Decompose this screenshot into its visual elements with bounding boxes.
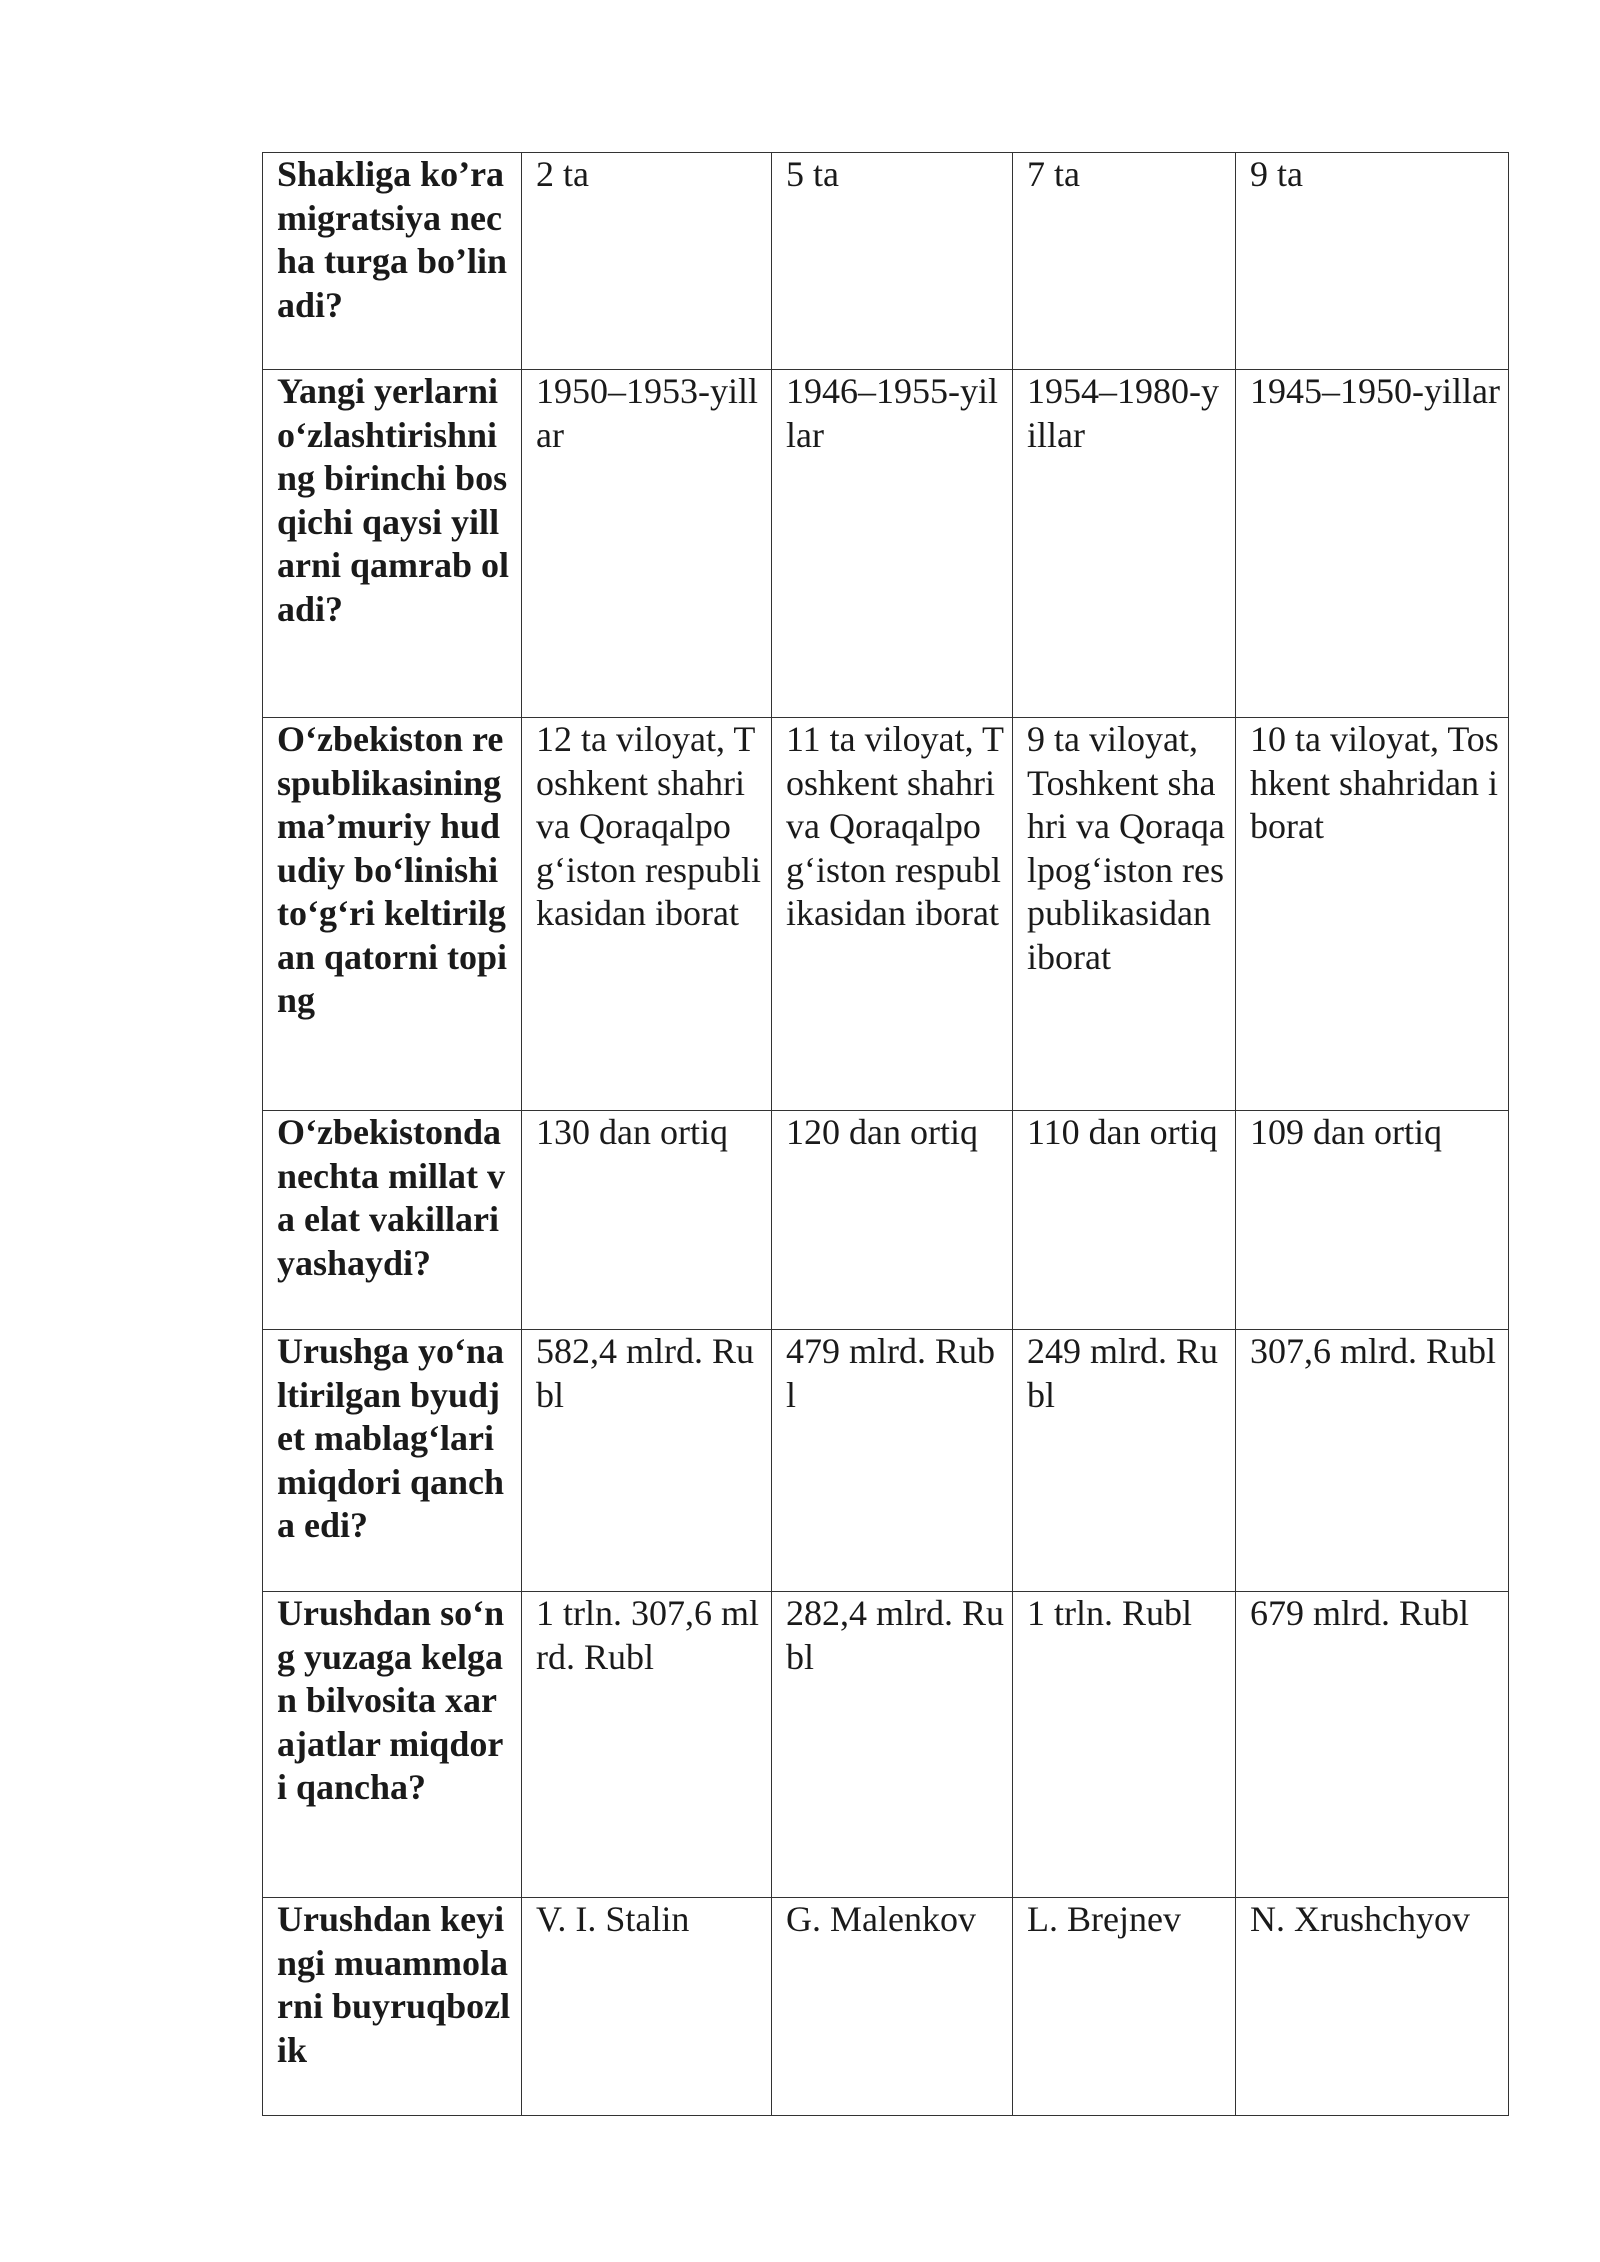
option-b-cell: 11 ta viloyat, Toshkent shahri va Qoraqalpog‘iston respublikasidan iborat	[772, 718, 1013, 1111]
quiz-table	[262, 152, 1509, 2116]
option-b-cell: 5 ta	[772, 153, 1013, 370]
option-a-cell: 12 ta viloyat, Toshkent shahri va Qoraqalpog‘iston respublikasidan iborat	[522, 718, 772, 1111]
option-b-cell: 1946–1955-yillar	[772, 370, 1013, 718]
option-c-cell: 249 mlrd. Rubl	[1013, 1330, 1236, 1592]
question-cell: O‘zbekiston respublikasining ma’muriy hududiy bo‘linishi to‘g‘ri keltirilgan qatorni toping	[263, 718, 522, 1111]
option-d-cell: N. Xrushchyov	[1236, 1898, 1509, 2116]
question-cell: Yangi yerlarni o‘zlashtirishning birinchi bosqichi qaysi yillarni qamrab oladi?	[263, 370, 522, 718]
option-c-cell: 9 ta viloyat, Toshkent shahri va Qoraqalpog‘iston respublikasidan iborat	[1013, 718, 1236, 1111]
option-a-cell: 1950–1953-yillar	[522, 370, 772, 718]
table-row	[263, 1111, 1509, 1330]
option-c-cell: 1954–1980-yillar	[1013, 370, 1236, 718]
table-row	[263, 1592, 1509, 1898]
option-b-cell: 120 dan ortiq	[772, 1111, 1013, 1330]
table-row	[263, 153, 1509, 370]
option-c-cell: 7 ta	[1013, 153, 1236, 370]
option-c-cell: 110 dan ortiq	[1013, 1111, 1236, 1330]
option-a-cell: 2 ta	[522, 153, 772, 370]
question-cell: Shakliga ko’ra migratsiya necha turga bo’linadi?	[263, 153, 522, 370]
option-b-cell: 282,4 mlrd. Rubl	[772, 1592, 1013, 1898]
question-cell: O‘zbekistonda nechta millat va elat vakillari yashaydi?	[263, 1111, 522, 1330]
table-row	[263, 1330, 1509, 1592]
option-c-cell: L. Brejnev	[1013, 1898, 1236, 2116]
option-d-cell: 9 ta	[1236, 153, 1509, 370]
table-row	[263, 1898, 1509, 2116]
option-a-cell: 582,4 mlrd. Rubl	[522, 1330, 772, 1592]
option-b-cell: 479 mlrd. Rubl	[772, 1330, 1013, 1592]
option-a-cell: V. I. Stalin	[522, 1898, 772, 2116]
question-cell: Urushga yo‘naltirilgan byudjet mablag‘lari miqdori qancha edi?	[263, 1330, 522, 1592]
option-d-cell: 10 ta viloyat, Toshkent shahridan iborat	[1236, 718, 1509, 1111]
option-b-cell: G. Malenkov	[772, 1898, 1013, 2116]
option-d-cell: 307,6 mlrd. Rubl	[1236, 1330, 1509, 1592]
question-cell: Urushdan so‘ng yuzaga kelgan bilvosita xarajatlar miqdori qancha?	[263, 1592, 522, 1898]
question-cell: Urushdan keyingi muammolarni buyruqbozlik	[263, 1898, 522, 2116]
option-a-cell: 1 trln. 307,6 mlrd. Rubl	[522, 1592, 772, 1898]
option-d-cell: 1945–1950-yillar	[1236, 370, 1509, 718]
option-c-cell: 1 trln. Rubl	[1013, 1592, 1236, 1898]
table-row	[263, 718, 1509, 1111]
option-a-cell: 130 dan ortiq	[522, 1111, 772, 1330]
option-d-cell: 679 mlrd. Rubl	[1236, 1592, 1509, 1898]
option-d-cell: 109 dan ortiq	[1236, 1111, 1509, 1330]
table-row	[263, 370, 1509, 718]
